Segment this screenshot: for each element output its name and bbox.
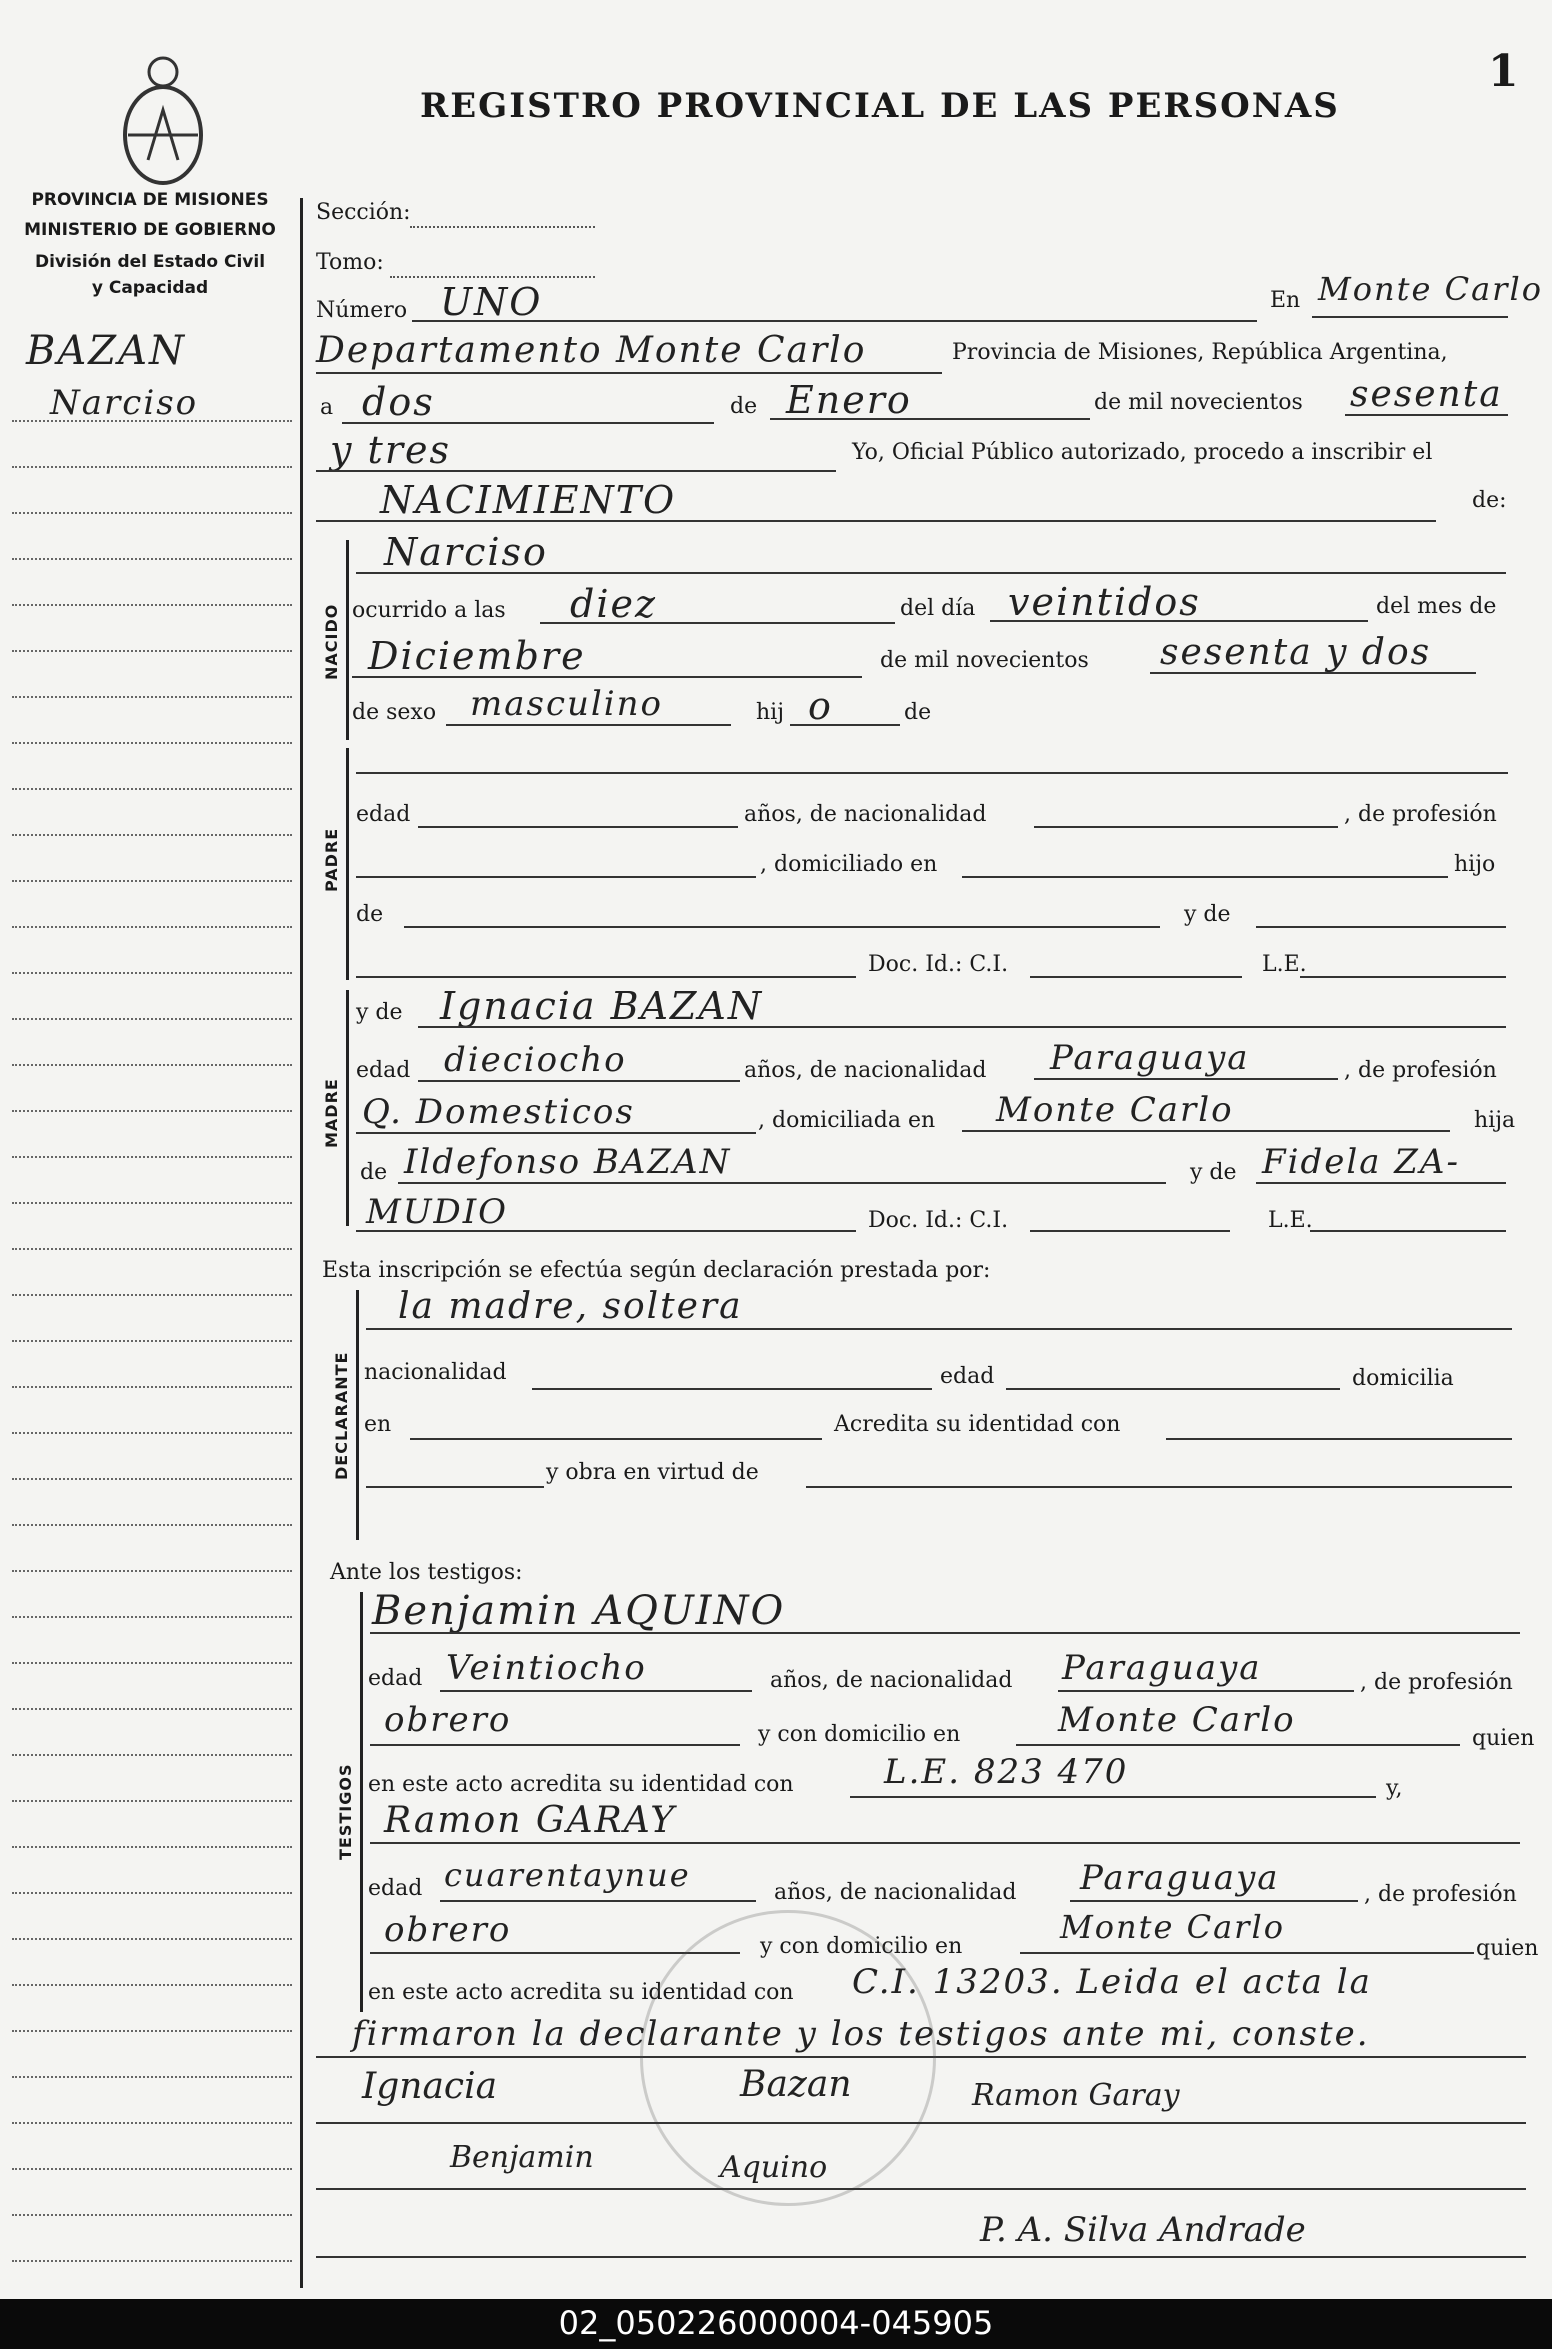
madre-domiciliada-label: , domiciliada en (758, 1108, 936, 1133)
testigo1-profesion-label: , de profesión (1360, 1670, 1513, 1695)
madre-madre-value-2: MUDIO (366, 1192, 509, 1232)
del-mes-label: del mes de (1376, 594, 1497, 619)
signature-aquino: Aquino (720, 2150, 828, 2185)
declarante-edad-label: edad (940, 1364, 995, 1389)
year-value-2: y tres (330, 428, 451, 472)
hijo-value: o (808, 684, 833, 728)
org-division: División del Estado Civil (34, 252, 266, 272)
madre-border (346, 990, 349, 1226)
margin-ruled-line (12, 2030, 292, 2032)
main-border (300, 198, 303, 2288)
del-dia-label: del día (900, 596, 976, 621)
margin-ruled-line (12, 1294, 292, 1296)
margin-given-name: Narciso (50, 383, 199, 423)
testigo2-anios-label: años, de nacionalidad (774, 1880, 1017, 1905)
declarante-value: la madre, soltera (398, 1286, 743, 1327)
padre-profesion-label: , de profesión (1344, 802, 1497, 827)
declarante-nacionalidad-label: nacionalidad (364, 1360, 507, 1385)
margin-ruled-line (12, 1800, 292, 1802)
madre-profesion-value: Q. Domesticos (362, 1092, 635, 1132)
testigo1-edad-value: Veintiocho (446, 1648, 647, 1688)
testigo2-edad-label: edad (368, 1876, 423, 1901)
margin-ruled-line (12, 788, 292, 790)
margin-ruled-line (12, 2076, 292, 2078)
madre-le-label: L.E. (1268, 1208, 1313, 1233)
margin-ruled-line (12, 1984, 292, 1986)
oficial-text: Yo, Oficial Público autorizado, procedo a inscribir el (852, 440, 1433, 465)
day-value: dos (362, 380, 435, 424)
testigo2-profesion-value: obrero (384, 1910, 512, 1950)
provincia-text: Provincia de Misiones, República Argentina, (952, 340, 1448, 365)
mil-novecientos-label: de mil novecientos (1094, 390, 1303, 415)
signature-ramon-garay: Ramon Garay (972, 2078, 1180, 2113)
nacido-name: Narciso (384, 530, 548, 574)
declarante-intro: Esta inscripción se efectúa según declaración prestada por: (322, 1258, 991, 1283)
madre-hija-label: hija (1474, 1108, 1516, 1133)
testigo1-domicilio-label: y con domicilio en (758, 1722, 961, 1747)
margin-ruled-line (12, 2214, 292, 2216)
seccion-label: Sección: (316, 200, 411, 225)
margin-ruled-line (12, 1478, 292, 1480)
a-label: a (320, 395, 334, 420)
margin-ruled-line (12, 834, 292, 836)
tomo-label: Tomo: (316, 250, 384, 275)
padre-y-de-label: y de (1184, 902, 1231, 927)
testigo1-domicilio-value: Monte Carlo (1058, 1700, 1296, 1740)
margin-ruled-line (12, 880, 292, 882)
margin-ruled-line (12, 2122, 292, 2124)
testigo1-nacionalidad-value: Paraguaya (1062, 1648, 1262, 1688)
margin-ruled-line (12, 1340, 292, 1342)
testigo1-profesion-value: obrero (384, 1700, 512, 1740)
margin-ruled-line (12, 420, 292, 422)
madre-edad-label: edad (356, 1058, 411, 1083)
testigo2-quien-label: quien (1476, 1936, 1539, 1961)
margin-ruled-line (12, 466, 292, 468)
margin-ruled-line (12, 1892, 292, 1894)
departamento-value: Departamento Monte Carlo (316, 330, 867, 371)
testigos-intro: Ante los testigos: (330, 1560, 523, 1585)
margin-ruled-line (12, 1616, 292, 1618)
margin-ruled-line (12, 2260, 292, 2262)
margin-ruled-line (12, 2168, 292, 2170)
margin-ruled-line (12, 1432, 292, 1434)
page-number: 1 (1488, 46, 1519, 97)
madre-profesion-label: , de profesión (1344, 1058, 1497, 1083)
padre-hijo-label: hijo (1454, 852, 1496, 877)
padre-border (346, 748, 349, 980)
margin-ruled-line (12, 558, 292, 560)
margin-ruled-line (12, 1018, 292, 1020)
margin-ruled-line (12, 1754, 292, 1756)
month-value: Enero (786, 378, 912, 422)
margin-ruled-line (12, 650, 292, 652)
footer-id: 02_050226000004-045905 (558, 2304, 994, 2342)
mes-value: Diciembre (368, 634, 586, 678)
margin-ruled-line (12, 1156, 292, 1158)
margin-ruled-line (12, 1064, 292, 1066)
margin-ruled-line (12, 1846, 292, 1848)
margin-ruled-line (12, 742, 292, 744)
padre-edad-label: edad (356, 802, 411, 827)
testigo1-y-label: y, (1386, 1776, 1403, 1801)
org-ministry: MINISTERIO DE GOBIERNO (24, 220, 276, 240)
testigo1-acredita-label: en este acto acredita su identidad con (368, 1772, 794, 1797)
margin-ruled-line (12, 1524, 292, 1526)
closing-text: firmaron la declarante y los testigos ante mi, conste. (352, 2014, 1370, 2054)
sexo-label: de sexo (352, 700, 437, 725)
numero-value: UNO (440, 280, 543, 324)
padre-de-label: de (356, 902, 384, 927)
declarante-obra-label: y obra en virtud de (546, 1460, 759, 1485)
madre-anios-label: años, de nacionalidad (744, 1058, 987, 1083)
testigo1-edad-label: edad (368, 1666, 423, 1691)
declarante-en-label: en (364, 1412, 392, 1437)
testigo1-doc-value: L.E. 823 470 (884, 1752, 1129, 1792)
declarante-domicilia-label: domicilia (1352, 1366, 1454, 1391)
margin-ruled-line (12, 1938, 292, 1940)
org-province: PROVINCIA DE MISIONES (31, 190, 269, 210)
page-title: REGISTRO PROVINCIAL DE LAS PERSONAS (420, 86, 1340, 126)
margin-ruled-line (12, 696, 292, 698)
margin-ruled-line (12, 972, 292, 974)
en-label: En (1270, 288, 1301, 313)
padre-anios-label: años, de nacionalidad (744, 802, 987, 827)
en-value: Monte Carlo (1318, 270, 1543, 308)
madre-nacionalidad-value: Paraguaya (1050, 1038, 1250, 1078)
margin-ruled-line (12, 1248, 292, 1250)
testigos-border (360, 1592, 363, 2012)
padre-le-label: L.E. (1262, 952, 1307, 977)
testigo1-anios-label: años, de nacionalidad (770, 1668, 1013, 1693)
margin-ruled-line (12, 1110, 292, 1112)
testigo1-name: Benjamin AQUINO (372, 1588, 786, 1634)
year-value: sesenta (1350, 374, 1503, 415)
declarante-acredita-label: Acredita su identidad con (834, 1412, 1121, 1437)
coat-of-arms-emblem (118, 50, 208, 190)
testigo2-domicilio-label: y con domicilio en (760, 1934, 963, 1959)
margin-ruled-line (12, 1386, 292, 1388)
org-capacity: y Capacidad (91, 278, 209, 298)
nacido-mil-label: de mil novecientos (880, 648, 1089, 673)
testigo2-edad-value: cuarentaynue (444, 1856, 691, 1894)
madre-y-de2-label: y de (1190, 1160, 1237, 1185)
signature-ignacia: Ignacia (362, 2066, 498, 2107)
sexo-value: masculino (470, 684, 664, 724)
padre-doc-label: Doc. Id.: C.I. (868, 952, 1009, 977)
margin-ruled-line (12, 926, 292, 928)
madre-doc-label: Doc. Id.: C.I. (868, 1208, 1009, 1233)
madre-de-label: de (360, 1160, 388, 1185)
padre-section-label: PADRE (322, 827, 341, 892)
anio-value: sesenta y dos (1160, 632, 1432, 673)
madre-edad-value: dieciocho (444, 1040, 627, 1080)
madre-name: Ignacia BAZAN (440, 984, 764, 1028)
nacido-section-label: NACIDO (322, 603, 341, 680)
testigo2-nacionalidad-value: Paraguaya (1080, 1858, 1280, 1898)
ocurrido-label: ocurrido a las (352, 598, 506, 623)
declarante-border (356, 1290, 359, 1540)
madre-y-de-label: y de (356, 1000, 403, 1025)
margin-ruled-line (12, 1708, 292, 1710)
margin-ruled-line (12, 1570, 292, 1572)
madre-domicilio-value: Monte Carlo (996, 1090, 1234, 1130)
margin-ruled-line (12, 1662, 292, 1664)
signature-official: P. A. Silva Andrade (980, 2210, 1306, 2250)
testigo2-doc-value: C.I. 13203. Leida el acta la (852, 1962, 1372, 2002)
margin-surname: BAZAN (26, 328, 186, 374)
de-label: de (730, 394, 758, 419)
testigo2-name: Ramon GARAY (384, 1800, 676, 1841)
madre-section-label: MADRE (322, 1078, 341, 1148)
testigo2-domicilio-value: Monte Carlo (1060, 1908, 1285, 1946)
de-colon: de: (1472, 488, 1507, 513)
margin-ruled-line (12, 1202, 292, 1204)
margin-ruled-line (12, 512, 292, 514)
madre-padre-value: Ildefonso BAZAN (404, 1142, 732, 1182)
padre-domiciliado-label: , domiciliado en (760, 852, 938, 877)
numero-label: Número (316, 298, 408, 323)
acto-value: NACIMIENTO (380, 478, 677, 522)
signature-benjamin: Benjamin (450, 2140, 594, 2175)
hora-value: diez (570, 582, 657, 626)
margin-ruled-line (12, 604, 292, 606)
signature-bazan: Bazan (740, 2064, 852, 2105)
madre-madre-value: Fidela ZA- (1262, 1142, 1460, 1182)
nacido-border (346, 540, 349, 740)
hijo-label: hij (756, 700, 785, 725)
testigos-section-label: TESTIGOS (336, 1763, 355, 1860)
testigo2-profesion-label: , de profesión (1364, 1882, 1517, 1907)
dia-value: veintidos (1008, 580, 1201, 624)
declarante-section-label: DECLARANTE (332, 1351, 351, 1480)
testigo1-quien-label: quien (1472, 1726, 1535, 1751)
nacido-de-label: de (904, 700, 932, 725)
testigo2-acredita-label: en este acto acredita su identidad con (368, 1980, 794, 2005)
